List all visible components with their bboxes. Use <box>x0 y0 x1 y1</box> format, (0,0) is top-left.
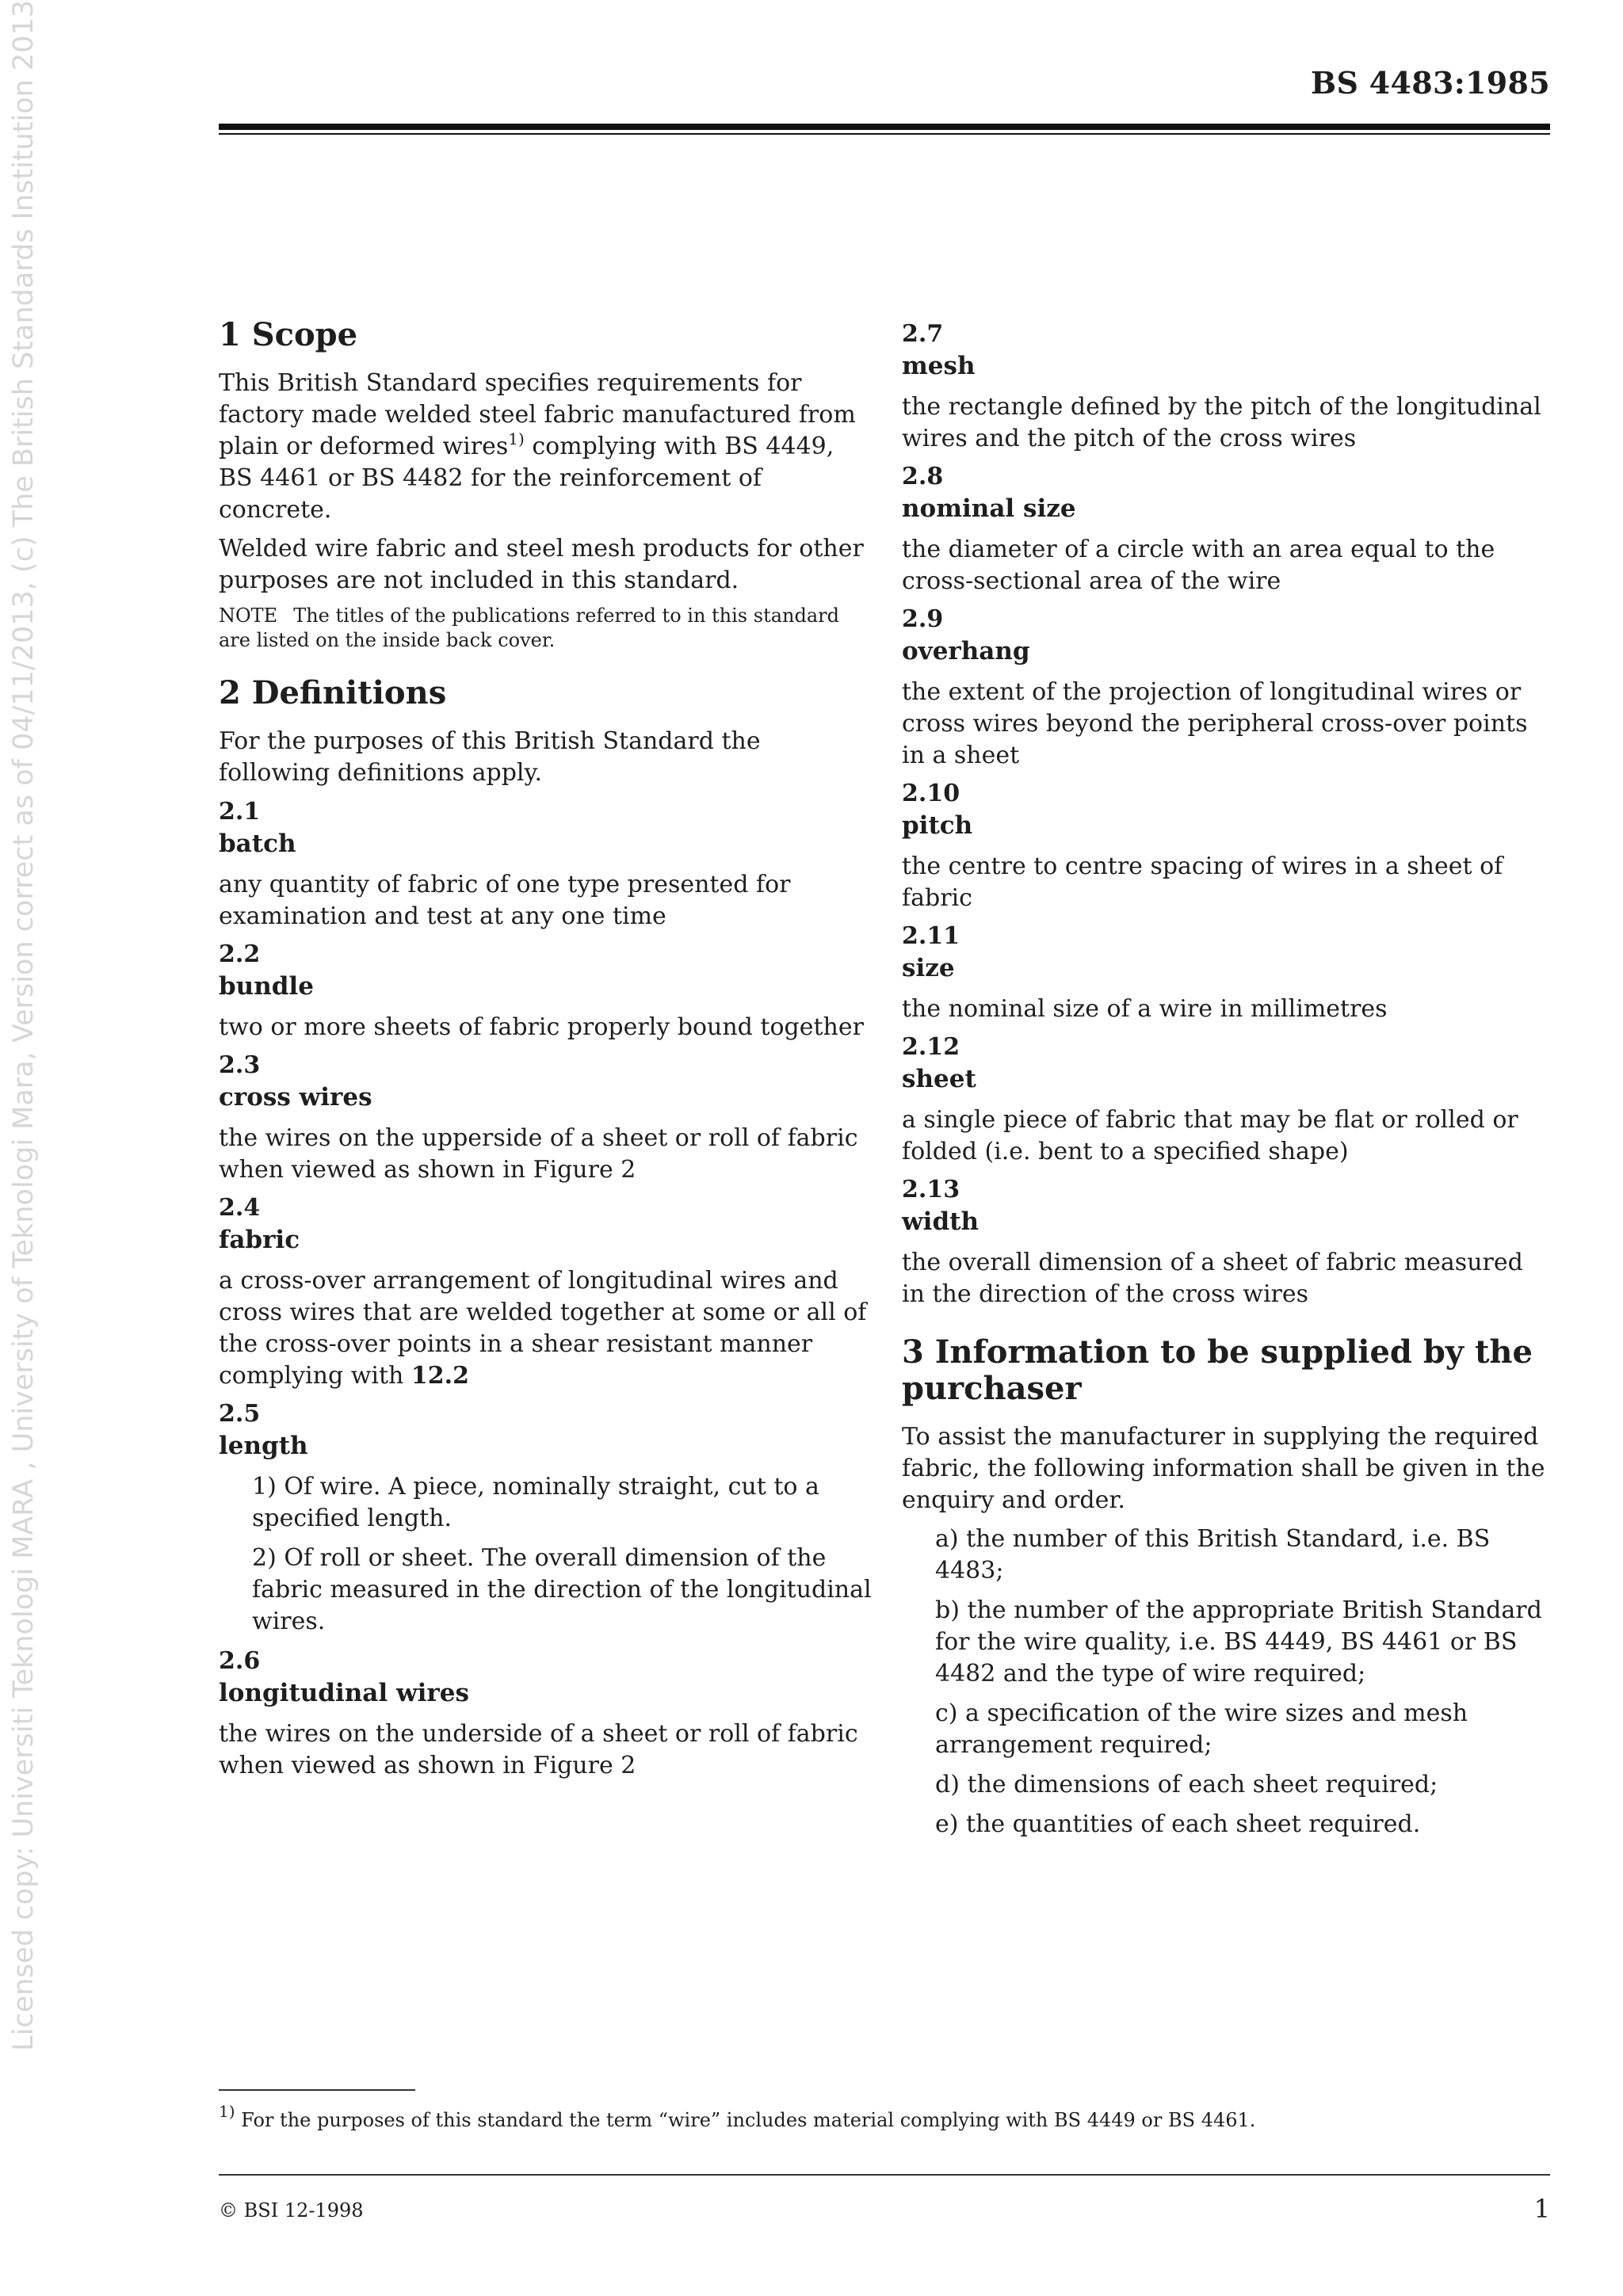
definition-text: the overall dimension of a sheet of fabric measured in the direction of the cross wires <box>902 1249 1523 1308</box>
note-text: The titles of the publications referred to in this standard are listed on the inside back cover. <box>219 605 839 651</box>
scope-note <box>219 604 873 653</box>
footnote-text: For the purposes of this standard the term “wire” includes material complying with BS 4449 or BS 4461. <box>235 2109 1256 2131</box>
definition-text: two or more sheets of fabric properly bound together <box>219 1013 864 1041</box>
definition-term: bundle <box>219 972 314 1001</box>
definition-term: length <box>219 1432 308 1460</box>
scope-paragraph-1-rest: complying with BS 4449, BS 4461 or BS 4482 for the reinforcement of concrete. <box>219 433 834 524</box>
definition-text: a single piece of fabric that may be flat or rolled or folded (i.e. bent to a specified shape) <box>902 1106 1518 1165</box>
definition-item <box>219 939 873 1043</box>
definition-item <box>902 1174 1553 1310</box>
definition-subitem: 1) Of wire. A piece, nominally straight, cut to a specified length. <box>252 1473 819 1532</box>
definition-term: pitch <box>902 811 973 840</box>
definition-number: 2.3 <box>219 1051 261 1079</box>
page-number: 1 <box>1533 2194 1550 2224</box>
footnote-marker: 1) <box>219 2102 235 2121</box>
definition-text: the extent of the projection of longitudinal wires or cross wires beyond the peripheral cross-over points in a sheet <box>902 678 1528 769</box>
definition-item <box>219 1398 873 1638</box>
information-intro: To assist the manufacturer in supplying the required fabric, the following information shall be given in the enquiry and order. <box>902 1423 1545 1514</box>
definition-term: width <box>902 1207 979 1236</box>
information-list-item: d) the dimensions of each sheet required; <box>935 1771 1438 1798</box>
definition-text: the rectangle defined by the pitch of the longitudinal wires and the pitch of the cross wires <box>902 393 1541 452</box>
definition-item <box>902 778 1553 914</box>
information-list-item: b) the number of the appropriate British Standard for the wire quality, i.e. BS 4449, BS 4461 or BS 4482 and the type of wire required; <box>935 1596 1542 1688</box>
definition-item <box>902 318 1553 455</box>
definition-number: 2.13 <box>902 1176 960 1203</box>
definition-text: the wires on the underside of a sheet or roll of fabric when viewed as shown in Figure 2 <box>219 1720 858 1779</box>
header-rule-thin <box>219 133 1550 135</box>
header-rule-thick <box>219 124 1550 130</box>
footer-rule <box>219 2174 1550 2176</box>
definition-term: nominal size <box>902 494 1076 523</box>
definition-item <box>902 604 1553 772</box>
definition-item <box>219 796 873 933</box>
definition-text-body: a cross-over arrangement of longitudinal wires and cross wires that are welded together at some or all of the cross-over points in a shear resistant manner complying with <box>219 1267 867 1390</box>
definition-item <box>902 461 1553 597</box>
definition-text: the diameter of a circle with an area equal to the cross-sectional area of the wire <box>902 536 1495 595</box>
definitions-intro: For the purposes of this British Standard the following definitions apply. <box>219 727 761 787</box>
definition-number: 2.11 <box>902 922 960 950</box>
definition-text: the nominal size of a wire in millimetres <box>902 995 1388 1023</box>
definition-term: cross wires <box>219 1083 372 1112</box>
definition-item <box>902 1032 1553 1168</box>
definition-number: 2.2 <box>219 940 261 968</box>
definition-number: 2.7 <box>902 320 944 348</box>
footnote-rule <box>219 2089 415 2091</box>
scope-paragraph-1 <box>219 368 873 526</box>
document-id: BS 4483:1985 <box>1311 65 1550 101</box>
right-column <box>902 318 1553 1848</box>
definition-term: mesh <box>902 352 976 380</box>
footnote <box>219 2102 1256 2133</box>
information-list-item: a) the number of this British Standard, i.e. BS 4483; <box>935 1525 1491 1585</box>
definition-number: 2.9 <box>902 605 944 633</box>
definition-text: the wires on the upperside of a sheet or roll of fabric when viewed as shown in Figure 2 <box>219 1124 858 1184</box>
definition-item <box>902 921 1553 1025</box>
definitions-heading: 2 Definitions <box>219 674 447 711</box>
definition-number: 2.10 <box>902 780 960 807</box>
definition-term: batch <box>219 830 296 858</box>
clause-reference: 12.2 <box>411 1362 469 1390</box>
license-watermark: Licensed copy: Universiti Teknologi MARA , University of Teknologi Mara, Version correct as of 04/11/2013, (c) The British Standards Institution 2013 <box>8 0 40 2051</box>
definition-item <box>219 1192 873 1392</box>
copyright-notice: © BSI 12-1998 <box>219 2199 364 2222</box>
information-heading: 3 Information to be supplied by the purchaser <box>902 1333 1533 1407</box>
definition-number: 2.12 <box>902 1033 960 1061</box>
definition-item <box>219 1646 873 1782</box>
information-list-item: c) a specification of the wire sizes and mesh arrangement required; <box>935 1699 1468 1759</box>
definition-number: 2.6 <box>219 1647 261 1675</box>
left-column <box>219 317 873 1788</box>
definition-item <box>219 1050 873 1186</box>
definition-term: sheet <box>902 1065 976 1093</box>
definition-number: 2.5 <box>219 1400 261 1428</box>
definition-text: any quantity of fabric of one type presented for examination and test at any one time <box>219 871 791 930</box>
footnote-ref: 1) <box>508 429 525 448</box>
definition-term: longitudinal wires <box>219 1679 469 1707</box>
definition-number: 2.4 <box>219 1194 261 1222</box>
definition-text <box>219 1265 873 1392</box>
definition-term: fabric <box>219 1226 300 1254</box>
information-list-item: e) the quantities of each sheet required. <box>935 1810 1421 1838</box>
definition-subitem: 2) Of roll or sheet. The overall dimension of the fabric measured in the direction of the longitudinal wires. <box>252 1544 872 1635</box>
definition-term: size <box>902 954 955 982</box>
scope-heading: 1 Scope <box>219 316 358 353</box>
definition-number: 2.1 <box>219 798 261 826</box>
definition-text: the centre to centre spacing of wires in a sheet of fabric <box>902 852 1503 912</box>
note-label: NOTE <box>219 605 278 627</box>
definition-number: 2.8 <box>902 463 944 490</box>
definition-term: overhang <box>902 637 1030 666</box>
scope-paragraph-2: Welded wire fabric and steel mesh products for other purposes are not included in this standard. <box>219 535 864 594</box>
scope-paragraph-1-text: This British Standard specifies requirements for factory made welded steel fabric manufactured from plain or deformed wires <box>219 369 856 460</box>
